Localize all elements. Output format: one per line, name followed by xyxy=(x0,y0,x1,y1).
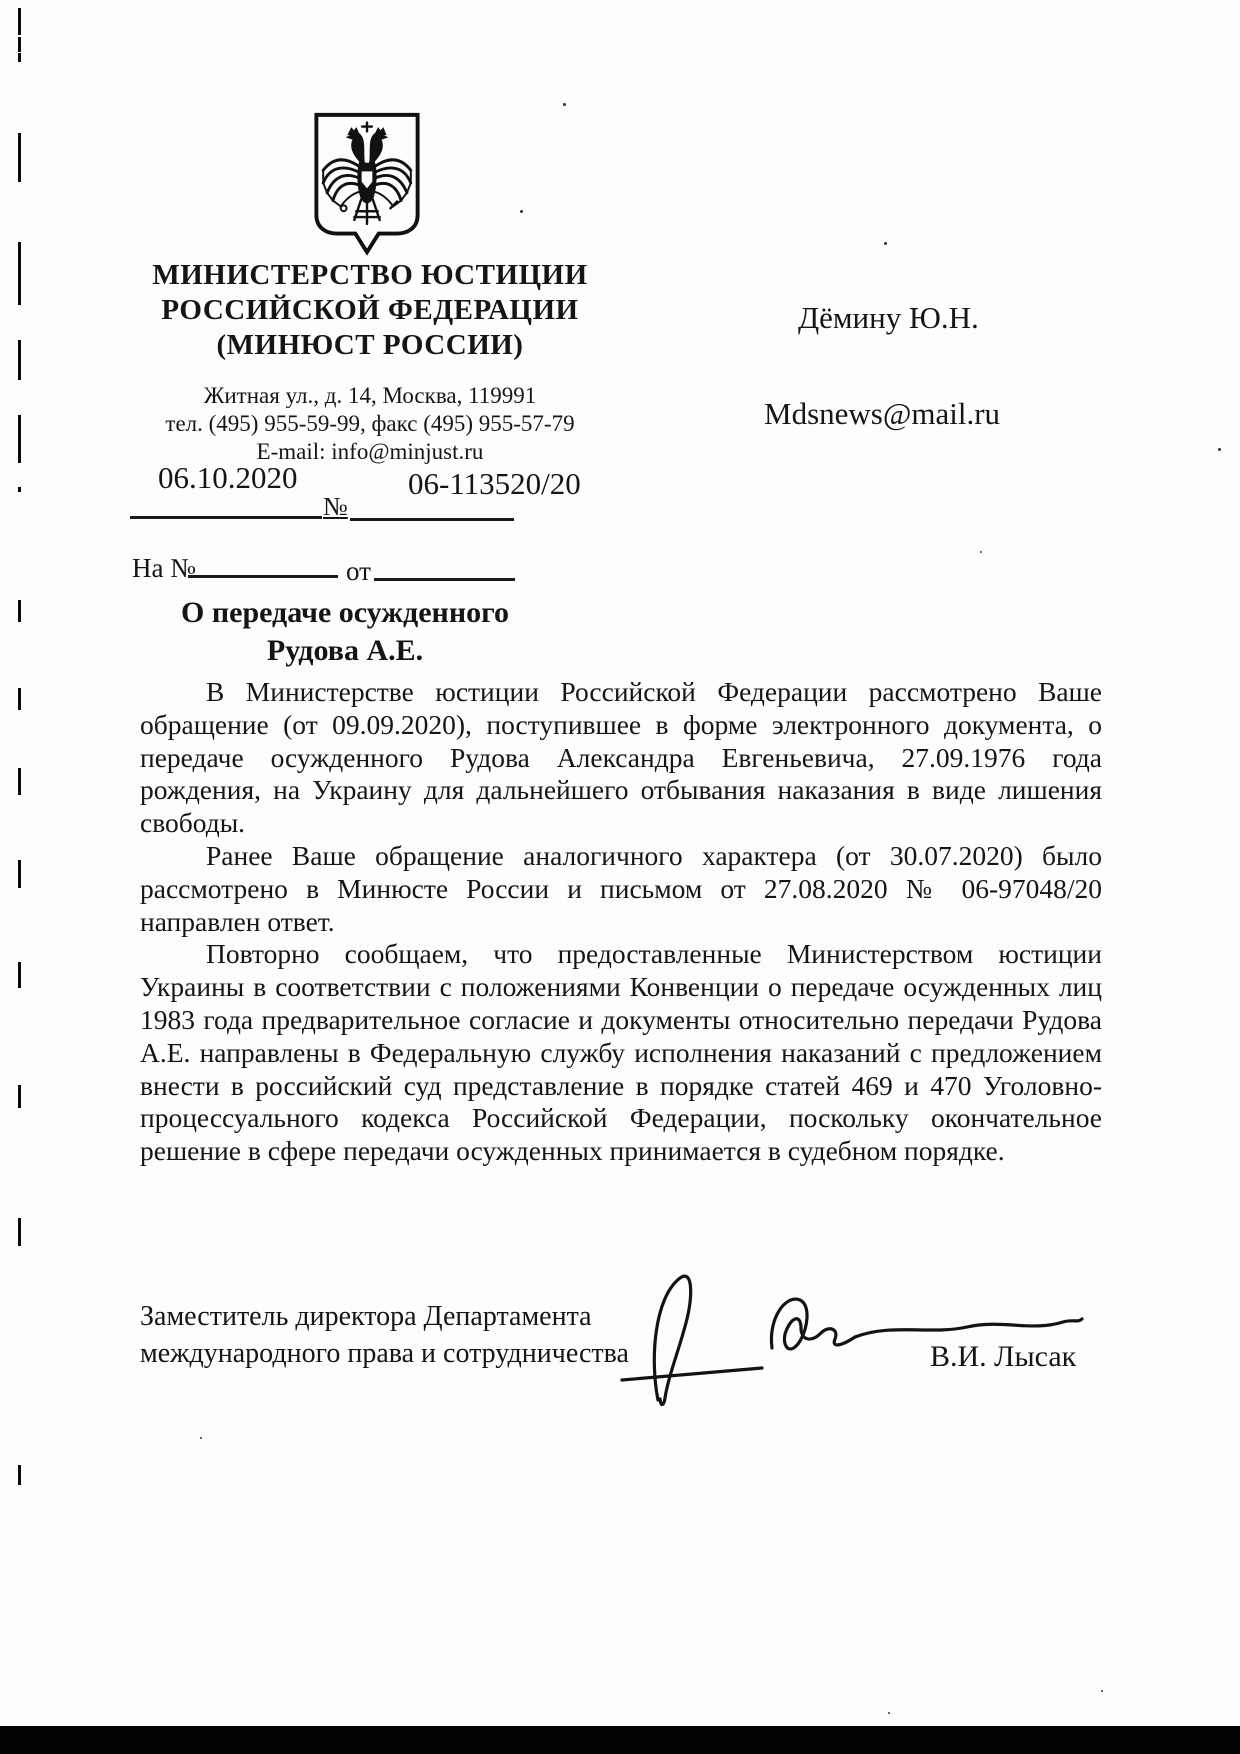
scan-artifact-line xyxy=(18,768,21,795)
scan-artifact-line xyxy=(18,1465,21,1485)
address-phone-fax: тел. (495) 955-59-99, факс (495) 955-57-79 xyxy=(165,411,575,436)
subject-line2: Рудова А.Е. xyxy=(266,634,424,667)
body-paragraph-3: Повторно сообщаем, что предоставленные Министерством юстиции Украины в соответствии с положениями Конвенции о передаче осужденных лиц 1983 года предварительное согласие и документы относительно передачи Рудова А.Е. направлены в Федеральную службу исполнения наказаний с предложением внести в российский суд представление в порядке статей 469 и 470 Уголовно-процессуального кодекса Российской Федерации, поскольку окончательное решение в сфере передачи осужденных принимается в судебном порядке. xyxy=(140,938,1102,1167)
scan-artifact-speck xyxy=(884,242,887,245)
scan-artifact-line xyxy=(18,340,21,380)
signatory-title-line2: международного права и сотрудничества xyxy=(140,1338,629,1369)
ministry-name-line3: (МИНЮСТ РОССИИ) xyxy=(216,329,524,361)
number-underline xyxy=(350,518,514,521)
scan-artifact-speck xyxy=(888,1712,890,1714)
scan-artifact-speck xyxy=(520,210,523,213)
scan-artifact-line xyxy=(18,415,21,463)
scan-artifact-speck xyxy=(200,1437,202,1439)
scan-artifact-line xyxy=(18,1085,21,1108)
scan-artifact-line xyxy=(18,860,21,888)
scan-artifact-line xyxy=(18,8,21,35)
reply-date-label: от xyxy=(346,556,371,586)
letter-body xyxy=(140,676,1102,1168)
ministry-name-line1: МИНИСТЕРСТВО ЮСТИЦИИ xyxy=(152,259,588,291)
scan-artifact-line xyxy=(18,600,21,622)
scan-artifact-line xyxy=(18,133,21,182)
scan-artifact-line xyxy=(18,53,21,62)
signatory-title xyxy=(140,1298,680,1372)
scan-artifact-line xyxy=(18,1218,21,1246)
recipient-email: Mdsnews@mail.ru xyxy=(764,396,1001,431)
handwritten-signature xyxy=(610,1238,1090,1418)
recipient-name: Дёмину Ю.Н. xyxy=(798,300,979,335)
scan-artifact-line xyxy=(18,242,21,305)
scan-artifact-bottom-bar xyxy=(0,1726,1240,1754)
scan-artifact-line xyxy=(18,37,21,52)
letterhead-address-block xyxy=(128,382,612,466)
scan-artifact-speck xyxy=(1101,1690,1103,1692)
scan-artifact-line xyxy=(18,962,21,988)
coat-of-arms-icon xyxy=(308,110,426,256)
scan-artifact-line xyxy=(18,688,21,710)
scan-artifact-speck xyxy=(563,103,566,106)
subject-line1: О передаче осужденного xyxy=(181,596,509,629)
subject-block xyxy=(150,594,540,670)
signatory-name: В.И. Лысак xyxy=(930,1340,1077,1373)
number-sign-label: № xyxy=(323,492,348,521)
ministry-name-line2: РОССИЙСКОЙ ФЕДЕРАЦИИ xyxy=(161,294,579,326)
signatory-title-line1: Заместитель директора Департамента xyxy=(140,1301,592,1332)
scan-artifact-speck xyxy=(980,551,982,553)
letter-date: 06.10.2020 xyxy=(158,460,298,495)
reply-date-underline xyxy=(374,578,515,581)
body-paragraph-2: Ранее Ваше обращение аналогичного характера (от 30.07.2020) было рассмотрено в Минюсте России и письмом от 27.08.2020 № 06-97048/20 направлен ответ. xyxy=(140,839,1102,937)
reply-number-label: На № xyxy=(132,553,196,583)
scan-artifact-line xyxy=(18,487,21,492)
letterhead-ministry-name xyxy=(128,258,612,363)
address-street: Житная ул., д. 14, Москва, 119991 xyxy=(203,383,537,408)
scan-artifact-speck xyxy=(1218,448,1221,451)
letter-number: 06-113520/20 xyxy=(408,466,581,501)
date-underline xyxy=(130,516,322,519)
address-email: E-mail: info@minjust.ru xyxy=(256,439,484,464)
body-paragraph-1: В Министерстве юстиции Российской Федерации рассмотрено Ваше обращение (от 09.09.2020), поступившее в форме электронного документа, о передаче осужденного Рудова Александра Евгеньевича, 27.09.1976 года рождения, на Украину для дальнейшего отбывания наказания в виде лишения свободы. xyxy=(140,676,1102,839)
reply-number-underline xyxy=(188,575,338,578)
